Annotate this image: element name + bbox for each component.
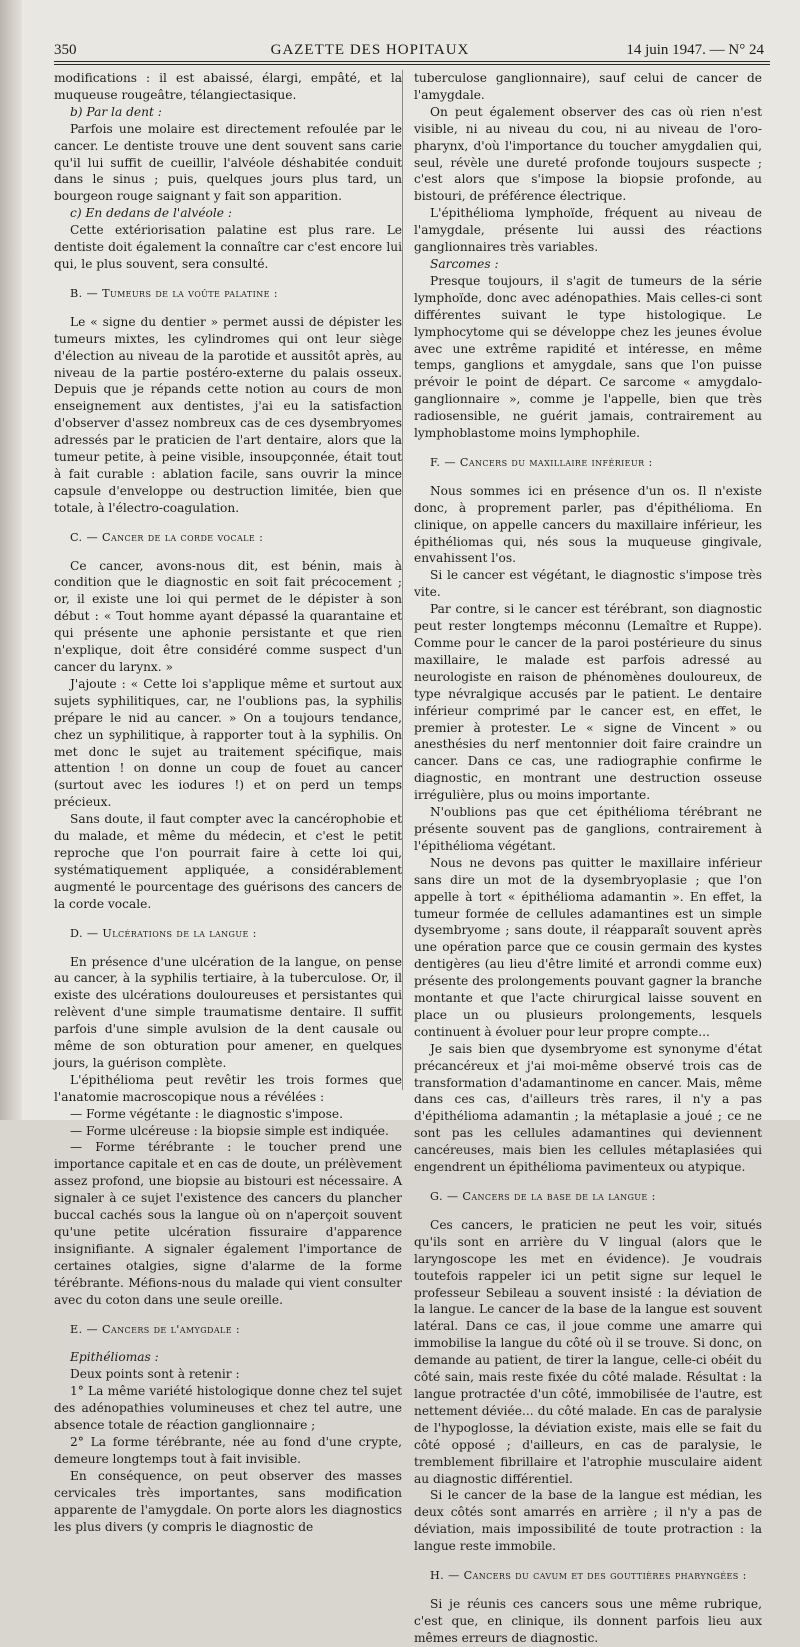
subsection-label: Sarcomes : <box>430 256 499 271</box>
paragraph: Ces cancers, le praticien ne peut les voir, situés qu'ils sont en arrière du V lingual (alors que le laryngoscope les met en évidence). Je voudrais toutefois rappeler ici un petit signe sur lequel le professeur Sebileau a souvent insisté : la déviation de la langue. Le cancer de la base de la langue est souvent latéral. Dans ce cas, il joue comme une amarre qui immobilise la langue du côté où il se trouve. Si donc, on demande au patient, de tirer la langue, celle-ci obéit du côté sain, mais reste fixée du côté malade. Résultat : la langue protractée d'un côté, immobilisée de l'autre, est nettement déviée... du côté malade. En cas de paralysie de l'hypoglosse, la déviation existe, mais elle se fait du côté opposé ; d'ailleurs, en cas de paralysie, le tremblement fibrillaire et l'atrophie musculaire aident au diagnostic différentiel. <box>414 1217 762 1486</box>
paragraph: On peut également observer des cas où rien n'est visible, ni au niveau du cou, ni au niveau de l'oro-pharynx, d'où l'importance du toucher amygdalien qui, seul, révèle une dureté profonde toujours suspecte ; c'est alors que s'impose la biopsie profonde, au bistouri, de préférence électrique. <box>414 104 762 204</box>
paragraph: Cette extériorisation palatine est plus rare. Le dentiste doit également la connaître car c'est encore lui qui, le plus souvent, sera consulté. <box>54 223 402 271</box>
subsection-label: c) En dedans de l'alvéole : <box>70 206 232 221</box>
page-binding-edge <box>0 0 22 1120</box>
header-rule-thick <box>54 61 770 62</box>
paragraph: L'épithélioma peut revêtir les trois formes que l'anatomie macroscopique nous a révélées : <box>54 1072 402 1104</box>
page-number: 350 <box>54 42 77 58</box>
paragraph: Ce cancer, avons-nous dit, est bénin, mais à condition que le diagnostic en soit fait précocement ; or, il existe une loi qui permet de le dépister à son début : « Tout homme ayant dépassé la quarantaine et qui présente une aphonie persistante et que rien n'explique, doit être considéré comme suspect d'un cancer du larynx. » <box>54 558 402 674</box>
section-heading: D. — Ulcérations de la langue : <box>70 926 257 940</box>
list-item: — Forme térébrante : le toucher prend une importance capitale et en cas de doute, un prélèvement assez profond, une biopsie au bistouri est nécessaire. A signaler à ce sujet l'existence des cancers du plancher buccal cachés sous la langue où on n'aperçoit souvent qu'une petite ulcération fissuraire d'apparence insignifiante. A signaler également l'importance de certaines otalgies, signe d'alarme de la forme térébrante. Méfions-nous du malade qui vient consulter avec du coton dans une seule oreille. <box>54 1140 402 1307</box>
paragraph: Presque toujours, il s'agit de tumeurs de la série lymphoïde, donc avec adénopathies. Mais celles-ci sont différentes suivant le type histologique. Le lymphocytome qui se développe chez les jeunes évolue avec une extrême rapidité et intéresse, en même temps, ganglions et amygdale, sans que l'on puisse prévoir le point de départ. Ce sarcome « amygdalo-ganglionnaire », comme je l'appelle, bien que très radiosensible, ne guérit jamais, contrairement au lymphoblastome moins lymphophile. <box>414 273 762 441</box>
paragraph: Si le cancer est végétant, le diagnostic s'impose très vite. <box>414 568 762 600</box>
paragraph: Je sais bien que dysembryome est synonyme d'état précancéreux et j'ai moi-même observé trois cas de transformation d'adamantinome en cancer. Mais, même dans ces cas, d'ailleurs très rares, il n'y a pas d'épithélioma adamantin ; la métaplasie a joué ; ce ne sont pas les cellules adamantines qui deviennent cancéreuses, mais bien les cellules métaplasiées qui engendrent un épithélioma pavimenteux ou atypique. <box>414 1041 762 1175</box>
section-heading: G. — Cancers de la base de la langue : <box>430 1190 656 1203</box>
subsection-label: Epithéliomas : <box>70 1350 159 1365</box>
section-heading: B. — Tumeurs de la voûte palatine : <box>70 286 278 300</box>
paragraph: En conséquence, on peut observer des masses cervicales très importantes, sans modification apparente de l'amygdale. On porte alors les diagnostics les plus divers (y compris le diagnostic de <box>54 1468 402 1534</box>
section-heading: C. — Cancer de la corde vocale : <box>70 530 264 544</box>
paragraph: Deux points sont à retenir : <box>70 1367 240 1382</box>
paragraph: modifications : il est abaissé, élargi, empâté, et la muqueuse rougeâtre, télangiectasique. <box>54 71 402 102</box>
paragraph: Si je réunis ces cancers sous une même rubrique, c'est que, en clinique, ils donnent parfois lieu aux mêmes erreurs de diagnostic. <box>414 1596 762 1645</box>
list-item: — Forme ulcéreuse : la biopsie simple est indiquée. <box>70 1123 389 1138</box>
paragraph: Si le cancer de la base de la langue est médian, les deux côtés sont amarrés en arrière ; il n'y a pas de déviation, mais impossibilité de toute protraction : la langue reste immobile. <box>414 1488 762 1554</box>
paragraph: Par contre, si le cancer est térébrant, son diagnostic peut rester longtemps méconnu (Lemaître et Ruppe). Comme pour le cancer de la paroi postérieure du sinus maxillaire, le malade est parfois adressé au neurologiste en raison de phénomènes douloureux, de type névralgique accusés par le patient. Le dentaire inférieur comprimé par le cancer est, en effet, le premier à protester. Le « signe de Vincent » ou anesthésies du nerf mentonnier doit faire craindre un cancer. Dans ce cas, une radiographie confirme le diagnostic, en montrant une destruction osseuse irrégulière, plus ou moins importante. <box>414 602 762 803</box>
paragraph: Sans doute, il faut compter avec la cancérophobie et du malade, et même du médecin, et c'est le petit reproche que l'on pourrait faire à cette loi qui, systématiquement appliquée, a considérablement augmenté le pourcentage des guérisons des cancers de la corde vocale. <box>54 812 402 911</box>
section-heading: E. — Cancers de l'amygdale : <box>70 1322 241 1336</box>
paragraph: Parfois une molaire est directement refoulée par le cancer. Le dentiste trouve une dent souvent sans carie qu'il lui suffit de cueillir, l'alvéole déshabitée conduit dans le sinus ; puis, quelques jours plus tard, un bourgeon rouge saignant y fait son apparition. <box>54 121 402 204</box>
right-column <box>414 70 762 1647</box>
section-heading: H. — Cancers du cavum et des gouttières pharyngées : <box>430 1569 747 1583</box>
paragraph: L'épithélioma lymphoïde, fréquent au niveau de l'amygdale, présente lui aussi des réactions ganglionnaires très variables. <box>414 206 762 255</box>
paragraph: tuberculose ganglionnaire), sauf celui de cancer de l'amygdale. <box>414 71 762 102</box>
paragraph: N'oublions pas que cet épithélioma térébrant ne présente souvent pas de ganglions, contrairement à l'épithélioma végétant. <box>414 805 762 853</box>
header-rule-thin <box>54 64 770 65</box>
list-item: 1° La même variété histologique donne chez tel sujet des adénopathies volumineuses et chez tel autre, une absence totale de réaction ganglionnaire ; <box>54 1384 402 1433</box>
section-heading: F. — Cancers du maxillaire inférieur : <box>430 455 653 469</box>
paragraph: Nous sommes ici en présence d'un os. Il n'existe donc, à proprement parler, pas d'épithélioma. En clinique, on appelle cancers du maxillaire inférieur, les épithéliomas qui, nés sous la muqueuse gingivale, envahissent l'os. <box>414 483 762 566</box>
paragraph: En présence d'une ulcération de la langue, on pense au cancer, à la syphilis tertiaire, à la tuberculose. Or, il existe des ulcérations douloureuses et persistantes qui relèvent d'une simple traumatisme dentaire. Il suffit parfois d'une simple avulsion de la dent causale ou même de son obturation pour amener, en quelques jours, la guérison complète. <box>54 954 402 1070</box>
issue-date: 14 juin 1947. — N° 24 <box>626 42 764 58</box>
subsection-label: b) Par la dent : <box>70 104 162 119</box>
paragraph: J'ajoute : « Cette loi s'applique même et surtout aux sujets syphilitiques, car, ne l'oublions pas, la syphilis prépare le nid au cancer. » On a toujours tendance, chez un syphilitique, à rapporter tout à la syphilis. On met donc le sujet au traitement spécifique, mais attention ! on donne un coup de fouet au cancer (surtout avec les iodures !) et on perd un temps précieux. <box>54 676 402 810</box>
paragraph: Le « signe du dentier » permet aussi de dépister les tumeurs mixtes, les cylindromes qui ont leur siège d'élection au niveau de la parotide et aussitôt après, au niveau de la partie postéro-externe du palais osseux. Depuis que je répands cette notion au cours de mon enseignement aux dentistes, j'ai eu la satisfaction d'observer d'assez nombreux cas de ces dysembryomes adressés par le praticien de l'art dentaire, alors que la tumeur petite, à peine visible, insoupçonnée, était tout à fait curable : ablation facile, sans ouvrir la mince capsule d'enveloppe ou destruction limitée, bien que totale, à l'électro-coagulation. <box>54 314 402 515</box>
list-item: 2° La forme térébrante, née au fond d'une crypte, demeure longtemps tout à fait invisible. <box>54 1434 402 1466</box>
list-item: — Forme végétante : le diagnostic s'impose. <box>70 1106 343 1121</box>
column-separator <box>402 70 403 1090</box>
left-column <box>54 70 402 1535</box>
paragraph: Nous ne devons pas quitter le maxillaire inférieur sans dire un mot de la dysembryoplasie ; que l'on appelle à tort « épithélioma adamantin ». En effet, la tumeur formée de cellules adamantines est un simple dysembryome ; sans doute, il réapparaît souvent après une opération parce que ce cousin germain des kystes dentigères (au lieu d'être limité et arrondi comme eux) présente des prolongements pouvant gagner la branche montante et que l'acte chirurgical laisse souvent en place un ou plusieurs prolongements, lesquels continuent à évoluer pour leur propre compte... <box>414 855 762 1039</box>
journal-title: GAZETTE DES HOPITAUX <box>270 42 470 58</box>
